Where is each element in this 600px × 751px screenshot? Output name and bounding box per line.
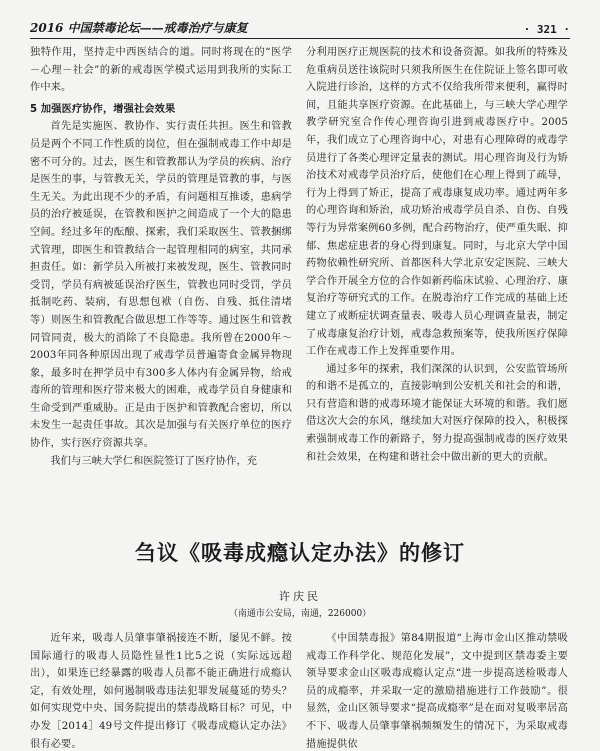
- paragraph: 分利用医疗正规医院的技术和设备资源。如我所的特殊及危重病员送往该院时只须我所医生在住院证上签名即可收入院进行诊治，这样的方式不仅给我所带来便利，赢得时间，且能共享医疗资源。在此基础上，与三峡大学心理学教学研究室合作传心理咨询引进到戒毒医疗中。2005年，我们成立了心理咨询中心，对患有心理障碍的戒毒学员进行了各类心理评定量表的测试。用心理咨询及行为矫治技术对戒毒学员治疗后，使他们在心理上得到了疏导，行为上得到了矫正，提高了戒毒康复成功率。通过两年多的心理咨询和矫治，成功矫治戒毒学员自杀、自伤、自残等行为异常案例60多例，配合药物治疗，使严重失眠、抑郁、焦虑症患者的身心得到康复。同时，与北京大学中国药物依赖性研究所、首都医科大学北京安定医院、三峡大学合作开展全方位的合作如新药临床试验、心理治疗、康复治疗等研究式的工作。在脱毒治疗工作完成的基础上还建立了戒断症状调查量表、吸毒人员心理调查量表，制定了戒毒康复治疗计划，戒毒急救预案等，使我所医疗保障工作在戒毒工作上发挥重要作用。: [306, 47, 568, 358]
- right-column-bottom: [306, 630, 568, 751]
- journal-title: 2016 中国禁毒论坛——戒毒治疗与康复: [30, 21, 248, 35]
- author-name: 许庆民: [279, 590, 321, 603]
- running-header: [30, 14, 570, 39]
- paragraph: 我们与三峡大学仁和医院签订了医疗协作，充: [50, 455, 258, 467]
- paragraph: 《中国禁毒报》第84期报道“上海市金山区推动禁吸戒毒工作科学化、规范化发展”，文中提到区禁毒委主要领导要求金山区吸毒成瘾认定点“进一步提高送检吸毒人员的成瘾率，并采取一定的激励措施进行工作鼓励”。很显然，金山区领导要求“提高成瘾率”是在面对复吸率居高不下、吸毒人员肇事肇祸频频发生的情况下，为采取戒毒措施提供依: [306, 633, 568, 750]
- paragraph: 通过多年的探索，我们深深的认识到，公安监管场所的和谐不是孤立的，直接影响到公安机关和社会的和谐，只有营造和谐的戒毒环境才能保证大环境的和谐。我们愿借这次大会的东风，继续加大对医疗保障的投入，积极探索强制戒毒工作的新路子，努力提高强制戒毒的医疗效果和社会效果，在构建和谐社会中做出新的更大的贡献。: [306, 363, 568, 463]
- paragraph: 独特作用，坚持走中西医结合的道。同时将现在的“医学－心理－社会”的新的戒毒医学模式运用到我所的实际工作中来。: [30, 47, 292, 94]
- left-column-bottom: [30, 630, 292, 751]
- page-number: · 321 ·: [523, 23, 570, 36]
- paragraph: 首先是实施医、教协作、实行责任共担。医生和管教员是两个不同工作性质的岗位，但在强制戒毒工作中却是密不可分的。过去，医生和管教都认为学员的疾病、治疗是医生的事，与管教无关，学员的管理是管教的事，与医生无关。为此出现不少的矛盾，有问题相互推诿，患病学员的治疗被延误，在管教和医护之间造成了一个大的隐患空间。经过多年的酝酿、探索，我们采取医生、管教捆绑式管理，即医生和管教结合一起管理相同的病室，共同承担责任。如：新学员入所被打来被发现，医生、管教同时受罚，学员有病被延误治疗医生，管教也同时受罚，学员抵制吃药、装病，有思想包袱（自伤、自残、抵住清堵等）则医生和管教配合做思想工作等等。通过医生和管教同管同责，极大的消除了不良隐患。我所曾在2000年～2003年同各种原因出现了戒毒学员普遍寄食金属异物现象，最多时在押学员中有300多人体内有金属异物，给戒毒所的管理和医疗带来极大的困难，戒毒学员自身健康和生命受到严重威胁。正是由于医护和管教配合密切，所以未发生一起责任事故。其次是加强与有关医疗单位的医疗协作，实行医疗资源共享。: [30, 121, 292, 450]
- author-affiliation: （南通市公安局，南通，226000）: [228, 609, 372, 619]
- article-title: 刍议《吸毒成瘾认定办法》的修订: [135, 541, 465, 565]
- right-column-top: [306, 44, 568, 526]
- section-heading: 5 加强医疗协作，增强社会效果: [30, 103, 176, 115]
- left-column-top: [30, 44, 292, 526]
- paragraph: 近年来，吸毒人员肇事肇祸接连不断，屡见不鲜。按国际通行的吸毒人员隐性显性1比5之说（实际远远超出），如果连已经暴露的吸毒人员都不能正确进行成瘾认定，有效处理，如何遏制吸毒违法犯罪发展蔓延的势头？如何实现党中央、国务院提出的禁毒战略目标？可见，中办发［2014］49号文件提出修订《吸毒成瘾认定办法》很有必要。: [30, 633, 292, 750]
